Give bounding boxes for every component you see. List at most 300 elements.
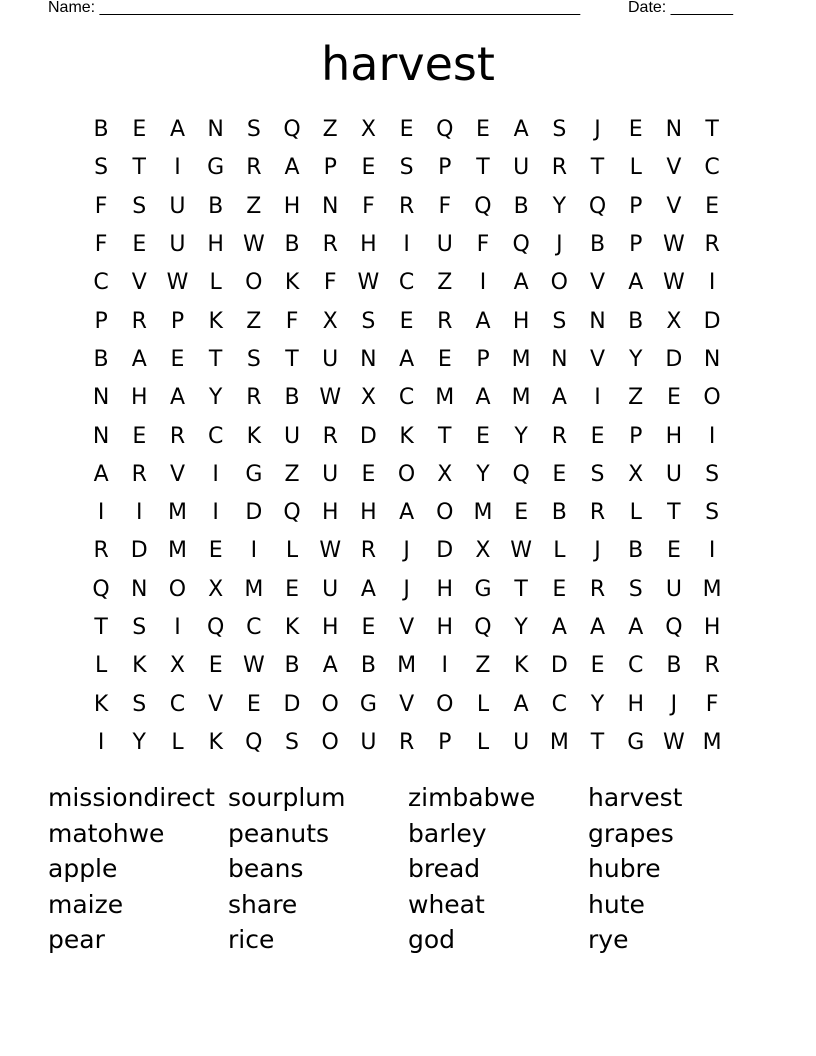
grid-letter: Y [514, 615, 528, 640]
grid-letter: P [170, 308, 185, 334]
grid-letter: V [666, 193, 682, 219]
grid-letter: I [174, 155, 181, 181]
grid-letter: I [708, 423, 716, 449]
grid-row [82, 379, 732, 417]
grid-letter: Z [475, 653, 491, 679]
grid-letter: Q [245, 729, 263, 755]
grid-letter: M [244, 576, 264, 602]
grid-letter: N [131, 576, 148, 602]
grid-letter: I [250, 538, 258, 564]
grid-letter: A [590, 615, 606, 640]
grid-letter: W [242, 232, 265, 258]
word-list-item: apple [48, 854, 118, 884]
grid-letter: A [322, 653, 338, 679]
grid-letter: M [549, 729, 569, 755]
grid-letter: E [552, 461, 567, 487]
word-list-item: sourplum [228, 783, 346, 812]
grid-letter: Q [436, 117, 454, 143]
grid-letter: I [708, 270, 716, 296]
grid-letter: O [436, 500, 454, 526]
word-list [48, 780, 768, 958]
word-list-item: pear [48, 925, 105, 955]
grid-letter: M [511, 385, 531, 411]
grid-letter: N [551, 346, 568, 372]
grid-letter: L [629, 155, 642, 181]
grid-letter: T [208, 346, 223, 372]
grid-letter: Q [512, 461, 530, 487]
grid-letter: E [132, 423, 147, 449]
grid-letter: W [663, 729, 685, 755]
word-list-item: rice [228, 925, 275, 955]
grid-letter: K [208, 729, 223, 755]
grid-letter: B [93, 346, 109, 372]
grid-letter: S [552, 308, 567, 334]
grid-letter: S [132, 691, 147, 717]
grid-letter: O [703, 385, 721, 411]
grid-letter: T [438, 423, 452, 449]
grid-letter: C [551, 691, 568, 717]
grid-letter: E [246, 691, 261, 717]
grid-letter: R [131, 308, 147, 334]
grid-letter: W [242, 653, 265, 679]
grid-letter: E [361, 461, 376, 487]
grid-letter: S [399, 155, 414, 181]
grid-letter: J [403, 538, 410, 564]
grid-row [82, 226, 732, 264]
grid-letter: T [476, 155, 490, 181]
grid-letter: W [357, 270, 380, 296]
grid-letter: V [131, 270, 147, 296]
grid-letter: Z [246, 193, 262, 219]
grid-letter: H [627, 691, 644, 717]
grid-letter: K [93, 691, 109, 717]
grid-letter: R [322, 232, 338, 258]
grid-letter: Q [588, 193, 607, 219]
grid-letter: I [97, 500, 105, 526]
grid-letter: J [594, 538, 601, 564]
grid-letter: U [322, 576, 339, 602]
word-list-item: share [228, 889, 298, 919]
grid-letter: Q [206, 615, 225, 640]
grid-row [82, 494, 732, 532]
grid-letter: E [552, 576, 567, 602]
grid-letter: S [246, 117, 261, 143]
grid-letter: Y [590, 691, 605, 717]
grid-letter: A [513, 117, 529, 143]
grid-letter: E [208, 653, 223, 679]
grid-letter: W [663, 270, 685, 296]
grid-letter: Q [283, 117, 301, 143]
grid-letter: N [92, 385, 110, 411]
grid-letter: S [94, 155, 109, 181]
grid-letter: K [284, 270, 300, 296]
grid-letter: A [513, 691, 529, 717]
grid-letter: O [550, 270, 568, 296]
grid-letter: L [209, 270, 222, 296]
grid-row [82, 341, 732, 379]
grid-letter: X [666, 308, 682, 334]
grid-letter: E [361, 615, 376, 640]
grid-letter: D [130, 538, 148, 564]
grid-letter: R [589, 500, 606, 526]
grid-letter: E [476, 423, 490, 449]
grid-letter: T [285, 346, 299, 372]
grid-letter: X [208, 576, 224, 602]
grid-letter: J [556, 232, 563, 258]
grid-letter: K [132, 653, 147, 679]
grid-row [82, 532, 732, 570]
grid-letter: L [285, 538, 299, 564]
grid-letter: V [590, 270, 606, 296]
grid-row [82, 302, 732, 340]
word-list-item: hute [588, 889, 645, 919]
grid-letter: O [397, 461, 416, 487]
grid-letter: V [666, 155, 682, 181]
grid-letter: E [476, 117, 490, 143]
grid-letter: D [550, 653, 568, 679]
grid-letter: S [132, 615, 147, 640]
grid-letter: R [246, 385, 262, 411]
grid-letter: H [436, 576, 454, 602]
grid-letter: F [323, 270, 337, 296]
word-list-item: wheat [408, 889, 485, 919]
word-list-item: missiondirect [48, 783, 215, 812]
grid-letter: D [283, 691, 301, 717]
grid-letter: P [629, 232, 643, 258]
word-list-item: rye [588, 925, 629, 955]
grid-letter: H [360, 232, 377, 258]
grid-letter: F [362, 193, 375, 219]
grid-letter: A [551, 615, 567, 640]
grid-row [82, 609, 732, 647]
grid-letter: Z [628, 385, 644, 411]
grid-letter: H [207, 232, 224, 258]
grid-letter: Q [283, 500, 301, 526]
grid-letter: I [136, 500, 143, 526]
grid-letter: M [702, 576, 722, 602]
word-list-item: god [408, 925, 456, 955]
grid-letter: T [514, 576, 528, 602]
grid-letter: R [93, 538, 109, 564]
grid-letter: T [667, 500, 681, 526]
grid-letter: L [629, 500, 642, 526]
grid-letter: O [436, 691, 454, 717]
grid-letter: N [589, 308, 606, 334]
grid-letter: H [321, 615, 339, 640]
grid-letter: H [360, 500, 377, 526]
grid-letter: U [665, 461, 682, 487]
grid-letter: A [628, 615, 644, 640]
grid-letter: R [322, 423, 338, 449]
grid-letter: F [476, 232, 490, 258]
grid-letter: B [551, 500, 567, 526]
grid-row [82, 111, 732, 149]
grid-letter: Q [665, 615, 683, 640]
grid-letter: U [436, 232, 453, 258]
grid-letter: J [403, 576, 410, 602]
grid-letter: A [93, 461, 109, 487]
grid-letter: H [512, 308, 530, 334]
grid-letter: I [403, 232, 410, 258]
grid-letter: E [285, 576, 299, 602]
grid-letter: L [553, 538, 566, 564]
grid-letter: V [169, 461, 185, 487]
grid-letter: B [93, 117, 109, 143]
grid-letter: K [208, 308, 223, 334]
grid-row [82, 724, 732, 762]
grid-letter: X [360, 117, 376, 143]
grid-letter: B [666, 653, 682, 679]
grid-letter: R [169, 423, 186, 449]
grid-letter: E [514, 500, 529, 526]
grid-letter: P [629, 423, 643, 449]
grid-row [82, 264, 732, 302]
grid-letter: T [94, 615, 108, 640]
grid-letter: A [169, 385, 185, 411]
grid-letter: C [398, 385, 415, 411]
grid-letter: E [590, 423, 605, 449]
grid-letter: Z [284, 461, 300, 487]
grid-letter: S [705, 461, 720, 487]
grid-letter: Q [512, 232, 530, 258]
grid-letter: R [246, 155, 262, 181]
grid-letter: I [174, 615, 181, 640]
grid-letter: L [94, 653, 108, 679]
grid-letter: S [285, 729, 300, 755]
grid-letter: B [208, 193, 224, 219]
grid-letter: R [704, 232, 720, 258]
grid-letter: B [513, 193, 529, 219]
grid-letter: D [436, 538, 454, 564]
grid-letter: F [285, 308, 299, 334]
grid-letter: E [399, 308, 414, 334]
grid-letter: S [552, 117, 567, 143]
grid-letter: O [321, 691, 339, 717]
grid-letter: G [207, 155, 225, 181]
grid-letter: T [590, 729, 605, 755]
grid-letter: U [169, 193, 186, 219]
grid-letter: A [475, 385, 491, 411]
grid-letter: F [94, 193, 108, 219]
grid-letter: R [437, 308, 453, 334]
grid-row [82, 571, 732, 609]
word-list-item: grapes [588, 818, 674, 848]
grid-letter: G [627, 729, 645, 755]
grid-letter: K [284, 615, 300, 640]
word-list-item: barley [408, 818, 487, 848]
grid-letter: A [551, 385, 567, 411]
grid-letter: W [663, 232, 685, 258]
grid-letter: O [321, 729, 339, 755]
grid-letter: E [437, 346, 452, 372]
grid-letter: W [166, 270, 189, 296]
grid-letter: U [360, 729, 377, 755]
grid-letter: Y [476, 461, 490, 487]
grid-letter: M [702, 729, 722, 755]
grid-letter: I [708, 538, 716, 564]
grid-letter: R [589, 576, 606, 602]
grid-letter: I [97, 729, 105, 755]
grid-letter: T [590, 155, 605, 181]
grid-letter: R [398, 729, 415, 755]
grid-letter: E [170, 346, 185, 372]
grid-letter: B [360, 653, 376, 679]
grid-letter: E [208, 538, 223, 564]
grid-letter: S [628, 576, 643, 602]
grid-letter: X [628, 461, 644, 487]
grid-letter: B [628, 308, 644, 334]
grid-letter: Z [246, 308, 262, 334]
name-field-label: Name: ______________________________________________________ [48, 0, 581, 16]
grid-letter: O [168, 576, 187, 602]
grid-letter: N [207, 117, 224, 143]
grid-letter: C [704, 155, 720, 181]
grid-letter: U [513, 155, 530, 181]
date-field-label: Date: _______ [628, 0, 733, 16]
grid-letter: P [438, 155, 452, 181]
grid-letter: H [321, 500, 339, 526]
grid-letter: V [208, 691, 224, 717]
grid-letter: E [132, 232, 147, 258]
grid-letter: P [629, 193, 643, 219]
header-line [48, 0, 748, 19]
grid-letter: E [666, 385, 681, 411]
grid-letter: Q [92, 576, 110, 602]
grid-letter: F [705, 691, 719, 717]
word-list-item: bread [408, 854, 481, 884]
grid-letter: A [360, 576, 376, 602]
grid-letter: A [475, 308, 491, 334]
word-list-item: maize [48, 889, 124, 919]
grid-letter: W [319, 538, 342, 564]
grid-letter: H [283, 193, 301, 219]
grid-letter: R [704, 653, 720, 679]
grid-letter: R [131, 461, 147, 487]
grid-letter: B [284, 385, 300, 411]
grid-letter: O [245, 270, 263, 296]
grid-letter: Q [474, 615, 492, 640]
grid-row [82, 417, 732, 455]
grid-letter: U [283, 423, 301, 449]
grid-letter: E [628, 117, 643, 143]
grid-letter: Y [514, 423, 528, 449]
grid-letter: M [435, 385, 455, 411]
grid-letter: X [360, 385, 376, 411]
grid-letter: Z [437, 270, 453, 296]
grid-letter: F [438, 193, 452, 219]
grid-letter: P [438, 729, 452, 755]
grid-letter: D [703, 308, 721, 334]
grid-letter: B [628, 538, 644, 564]
grid-letter: F [94, 232, 108, 258]
grid-letter: N [92, 423, 110, 449]
grid-letter: U [665, 576, 682, 602]
grid-letter: J [670, 691, 678, 717]
grid-letter: N [360, 346, 377, 372]
grid-letter: I [212, 500, 219, 526]
grid-letter: N [703, 346, 721, 372]
grid-letter: S [705, 500, 720, 526]
grid-letter: M [473, 500, 493, 526]
grid-letter: Z [322, 117, 338, 143]
grid-letter: T [705, 117, 719, 143]
grid-row [82, 685, 732, 723]
grid-letter: U [513, 729, 530, 755]
word-list-item: zimbabwe [408, 783, 536, 812]
grid-letter: H [703, 615, 721, 640]
grid-letter: P [323, 155, 337, 181]
word-list-item: matohwe [48, 818, 165, 848]
grid-letter: S [361, 308, 376, 334]
letter-grid [82, 111, 732, 762]
grid-letter: M [511, 346, 531, 372]
word-list-item: hubre [588, 854, 661, 884]
grid-letter: M [167, 538, 187, 564]
grid-letter: H [665, 423, 683, 449]
grid-row [82, 188, 732, 226]
grid-letter: X [169, 653, 185, 679]
grid-letter: B [284, 653, 300, 679]
grid-letter: X [475, 538, 491, 564]
grid-letter: L [171, 729, 184, 755]
grid-letter: A [399, 500, 415, 526]
grid-letter: A [169, 117, 185, 143]
grid-letter: P [94, 308, 108, 334]
grid-letter: E [666, 538, 681, 564]
word-list-item: beans [228, 854, 304, 884]
grid-letter: E [361, 155, 376, 181]
grid-letter: K [399, 423, 414, 449]
grid-letter: X [437, 461, 453, 487]
grid-letter: V [399, 691, 415, 717]
page-title: harvest [321, 37, 495, 91]
grid-letter: C [398, 270, 415, 296]
grid-letter: G [359, 691, 377, 717]
grid-letter: L [476, 729, 490, 755]
grid-letter: R [551, 423, 567, 449]
grid-letter: A [399, 346, 415, 372]
grid-letter: D [245, 500, 263, 526]
grid-letter: H [436, 615, 454, 640]
grid-letter: T [132, 155, 146, 181]
grid-letter: E [705, 193, 720, 219]
grid-letter: R [360, 538, 377, 564]
grid-letter: K [246, 423, 262, 449]
grid-letter: C [207, 423, 224, 449]
grid-letter: S [132, 193, 147, 219]
grid-letter: U [169, 232, 186, 258]
grid-letter: M [397, 653, 417, 679]
grid-letter: Y [132, 729, 146, 755]
word-list-item: harvest [588, 783, 683, 812]
grid-letter: S [246, 346, 261, 372]
grid-letter: A [284, 155, 300, 181]
grid-letter: P [476, 346, 490, 372]
grid-letter: I [212, 461, 219, 487]
grid-letter: C [628, 653, 644, 679]
grid-letter: J [594, 117, 601, 143]
grid-letter: N [665, 117, 683, 143]
grid-letter: C [169, 691, 186, 717]
grid-letter: B [284, 232, 300, 258]
grid-letter: W [510, 538, 533, 564]
grid-letter: B [589, 232, 606, 258]
grid-letter: Q [474, 193, 492, 219]
grid-letter: Y [628, 346, 643, 372]
grid-letter: U [322, 346, 339, 372]
grid-letter: L [476, 691, 490, 717]
grid-letter: I [441, 653, 449, 679]
